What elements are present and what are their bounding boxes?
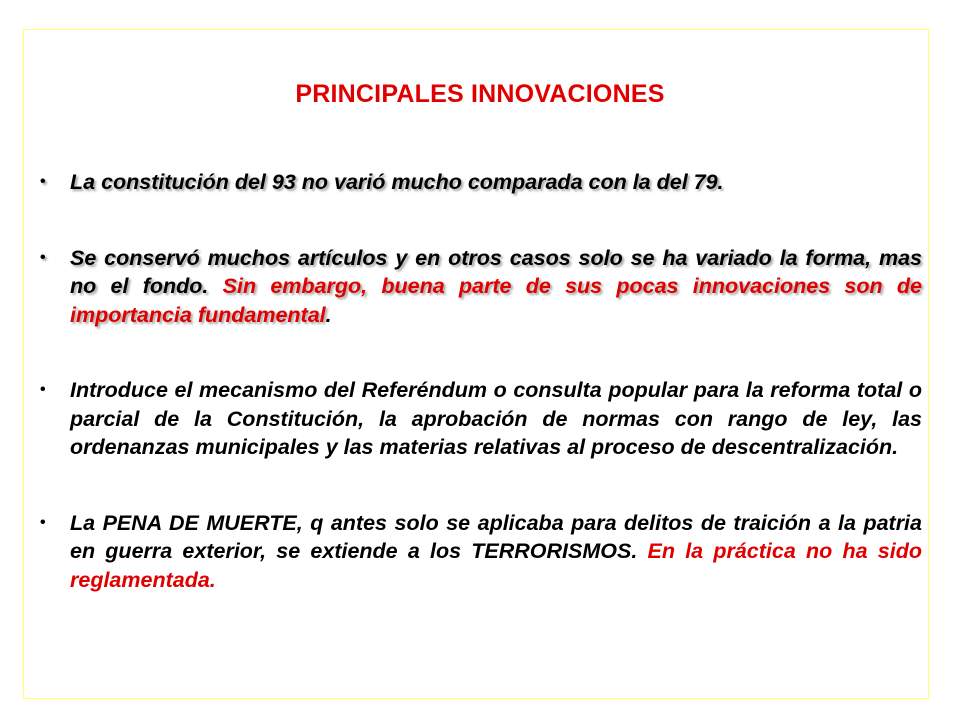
bullet-tail-text: . <box>325 302 332 327</box>
bullet-icon: • <box>40 173 46 190</box>
bullet-item-4 <box>38 509 922 595</box>
bullet-text: La constitución del 93 no varió mucho comparada con la del 79. <box>70 170 724 194</box>
slide-title: PRINCIPALES INNOVACIONES <box>295 80 665 108</box>
bullet-text: La PENA DE MUERTE, q antes solo se aplicaba para delitos de traición a la patria en guerra exterior, se extiende a los TERRORISMOS. <box>70 510 922 563</box>
bullet-highlight-text: Sin embargo, buena parte de sus pocas innovaciones son de importancia fundamental <box>70 274 922 327</box>
bullet-icon: • <box>40 248 46 266</box>
bullet-icon: • <box>40 381 46 398</box>
bullet-text: Introduce el mecanismo del Referéndum o consulta popular para la reforma total o parcial de la Constitución, la aprobación de normas con rango de ley, las ordenanzas municipales y las materias relativas al proceso de descentralización. <box>70 378 922 459</box>
bullet-list <box>38 168 922 594</box>
bullet-item-1 <box>38 168 922 197</box>
bullet-item-2 <box>38 244 922 330</box>
bullet-highlight-text: En la práctica no ha sido reglamentada. <box>70 539 922 592</box>
bullet-item-3 <box>38 376 922 462</box>
bullet-text: Se conservó muchos artículos y en otros casos solo se ha variado la forma, mas no el fondo. <box>70 245 922 298</box>
bullet-icon: • <box>40 513 46 531</box>
